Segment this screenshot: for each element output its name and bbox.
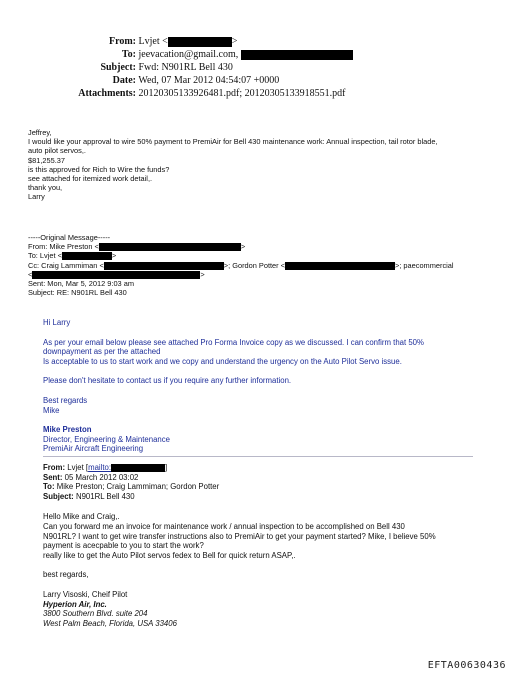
fwd-line: really like to get the Auto Pilot servos fedex to Bell for quick return ASAP,.: [43, 550, 296, 560]
from-value: Lvjet <: [138, 36, 168, 47]
fwd-subject-row: Subject: N901RL Bell 430: [43, 491, 135, 501]
message-line: Jeffrey,: [28, 128, 52, 137]
original-sent: Sent: Mon, Mar 5, 2012 9:03 am: [28, 279, 134, 289]
subject-value: Fwd: N901RL Bell 430: [138, 62, 233, 73]
redaction-block: [62, 252, 112, 260]
to-label: To:: [121, 49, 136, 60]
original-cc-cont: < >: [28, 269, 205, 279]
original-from: From: Mike Preston < >: [28, 242, 246, 252]
message-line: thank you,: [28, 183, 63, 193]
message-amount: $81,255.37: [28, 155, 65, 165]
fwd-line: payment is acecpable to you to start the work?: [43, 541, 204, 551]
original-cc: Cc: Craig Lammiman < >; Gordon Potter < >; paecommercial: [28, 260, 454, 270]
from-close: >: [231, 36, 238, 47]
date-label: Date:: [112, 75, 136, 86]
reply-body: [43, 318, 473, 454]
header-to-row: [66, 49, 353, 61]
date-value: Wed, 07 Mar 2012 04:54:07 +0000: [138, 75, 280, 86]
fwd-line: best regards,: [43, 570, 89, 580]
fwd-signature-name: Larry Visoski, Cheif Pilot: [43, 589, 128, 599]
attachments-value[interactable]: 20120305133926481.pdf; 20120305133918551.pdf: [138, 88, 346, 99]
reply-greeting: Hi Larry: [43, 318, 71, 327]
subject-label: Subject:: [100, 62, 136, 73]
attachments-label: Attachments:: [78, 88, 136, 99]
reply-paragraph: As per your email below please see attached Pro Forma Invoice copy as we discussed. I can confirm that 50%: [43, 337, 424, 347]
header-attachments-row: [40, 88, 345, 100]
fwd-to-row: To: Mike Preston; Craig Lammiman; Gordon Potter: [43, 482, 220, 492]
forwarded-message: [43, 463, 483, 628]
message-line: auto pilot servos,.: [28, 146, 86, 156]
original-message-header: [28, 233, 498, 297]
from-label: From:: [108, 36, 136, 47]
redaction-block: [241, 50, 353, 60]
header-subject-row: [66, 62, 233, 74]
divider-line: [43, 456, 473, 457]
document-id: EFTA00630436: [427, 660, 506, 671]
reply-regards: Best regards: [43, 395, 88, 405]
original-subject: Subject: RE: N901RL Bell 430: [28, 288, 127, 298]
fwd-sent-row: Sent: 05 March 2012 03:02: [43, 472, 139, 482]
original-to: To: Lvjet < >: [28, 251, 117, 261]
redaction-block: [168, 37, 232, 47]
reply-sign: Mike: [43, 405, 60, 415]
message-line: see attached for itemized work detail,.: [28, 174, 153, 184]
redaction-block: [104, 262, 224, 270]
mailto-link[interactable]: mailto:: [88, 463, 112, 472]
reply-paragraph: Is acceptable to us to start work and we copy and understand the urgency on the Auto Pilot Servo issue.: [43, 356, 402, 366]
fwd-from-row: From: Lvjet [mailto: ]: [43, 463, 168, 472]
signature-title: Director, Engineering & Maintenance: [43, 434, 170, 444]
signature-company: PremiAir Aircraft Engineering: [43, 444, 144, 454]
redaction-block: [111, 464, 165, 472]
redaction-block: [285, 262, 395, 270]
fwd-line: N901RL? I want to get wire transfer instructions also to PremiAir to get your payment started? Mike, I believe 50%: [43, 531, 436, 541]
signature-name: Mike Preston: [43, 425, 92, 435]
reply-paragraph: Please don't hesitate to contact us if you require any further information.: [43, 376, 292, 386]
redaction-block: [32, 271, 200, 279]
redaction-block: [99, 243, 241, 251]
fwd-line: Can you forward me an invoice for maintenance work / annual inspection to be accomplished on Bell 430: [43, 521, 405, 531]
reply-paragraph: downpayment as per the attached: [43, 347, 161, 357]
fwd-signature-company: Hyperion Air, Inc.: [43, 599, 107, 609]
message-line: I would like your approval to wire 50% payment to PremiAir for Bell 430 maintenance work: Annual inspection, tail rotor blade,: [28, 137, 438, 147]
message-line: Larry: [28, 192, 45, 202]
to-value[interactable]: jeevacation@gmail.com,: [138, 49, 239, 60]
header-date-row: [66, 75, 279, 87]
fwd-line: Hello Mike and Craig,.: [43, 512, 120, 522]
original-divider: -----Original Message-----: [28, 233, 111, 242]
header-from-row: [66, 36, 237, 48]
message-body: [28, 128, 498, 202]
fwd-signature-address: 3800 Southern Blvd. suite 204: [43, 609, 148, 619]
fwd-signature-city: West Palm Beach, Florida, USA 33406: [43, 618, 177, 628]
message-line: is this approved for Rich to Wire the funds?: [28, 164, 170, 174]
